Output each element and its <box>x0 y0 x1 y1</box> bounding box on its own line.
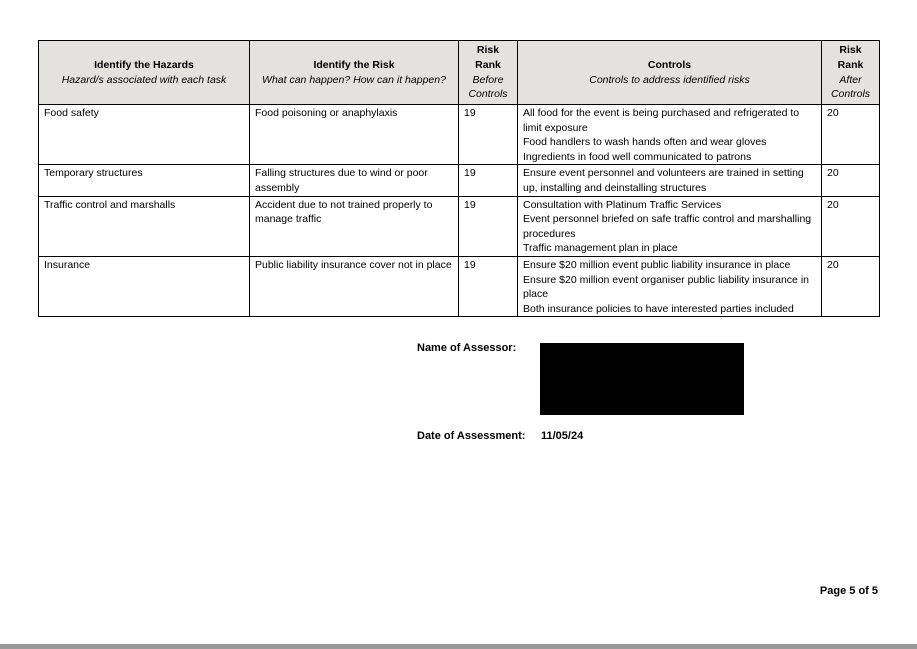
risk-cell: Food poisoning or anaphylaxis <box>250 105 459 165</box>
control-item: Traffic management plan in place <box>523 242 678 255</box>
controls-cell <box>518 105 822 165</box>
controls-cell <box>518 196 822 256</box>
table-header-row <box>39 41 880 105</box>
rank-before-cell: 19 <box>459 196 518 256</box>
rank-before-cell: 19 <box>459 256 518 316</box>
header-risk-rank-after: Risk Rank After Controls <box>822 41 880 105</box>
rank-after-cell: 20 <box>822 256 880 316</box>
control-item: Ensure $20 million event public liability insurance in place <box>523 258 791 271</box>
page-bottom-edge <box>0 644 917 649</box>
rank-after-cell: 20 <box>822 196 880 256</box>
hazard-cell: Temporary structures <box>39 165 250 196</box>
risk-assessment-table <box>38 40 880 317</box>
control-item: Food handlers to wash hands often and wear gloves <box>523 136 767 149</box>
control-item: Ingredients in food well communicated to patrons <box>523 150 752 163</box>
table-row <box>39 105 880 165</box>
controls-cell <box>518 256 822 316</box>
controls-cell <box>518 165 822 196</box>
table-row <box>39 196 880 256</box>
header-risk: Identify the Risk What can happen? How can it happen? <box>250 41 459 105</box>
redacted-assessor-name <box>540 343 744 415</box>
assessment-date-value: 11/05/24 <box>541 430 584 442</box>
control-item: Consultation with Platinum Traffic Services <box>523 198 722 211</box>
control-item: Event personnel briefed on safe traffic control and marshalling procedures <box>523 213 812 240</box>
rank-after-cell: 20 <box>822 165 880 196</box>
hazard-cell: Traffic control and marshalls <box>39 196 250 256</box>
table-row <box>39 256 880 316</box>
risk-cell: Accident due to not trained properly to manage traffic <box>250 196 459 256</box>
control-item: Ensure $20 million event organiser public liability insurance in place <box>523 273 809 301</box>
assessment-date-label: Date of Assessment: <box>417 430 526 442</box>
rank-before-cell: 19 <box>459 105 518 165</box>
header-controls: Controls Controls to address identified risks <box>518 41 822 105</box>
page-number: Page 5 of 5 <box>819 585 878 597</box>
rank-before-cell: 19 <box>459 165 518 196</box>
header-risk-rank-before: Risk Rank Before Controls <box>459 41 518 105</box>
control-item: Both insurance policies to have interested parties included <box>523 302 794 315</box>
control-item: All food for the event is being purchased and refrigerated to limit exposure <box>523 107 800 134</box>
header-hazards: Identify the Hazards Hazard/s associated with each task <box>39 41 250 105</box>
hazard-cell: Insurance <box>39 256 250 316</box>
risk-cell: Falling structures due to wind or poor assembly <box>250 165 459 196</box>
rank-after-cell: 20 <box>822 105 880 165</box>
hazard-cell: Food safety <box>39 105 250 165</box>
assessor-label: Name of Assessor: <box>417 342 517 354</box>
risk-cell: Public liability insurance cover not in place <box>250 256 459 316</box>
control-item: Ensure event personnel and volunteers are trained in setting up, installing and deinstalling structures <box>523 167 804 194</box>
table-row <box>39 165 880 196</box>
